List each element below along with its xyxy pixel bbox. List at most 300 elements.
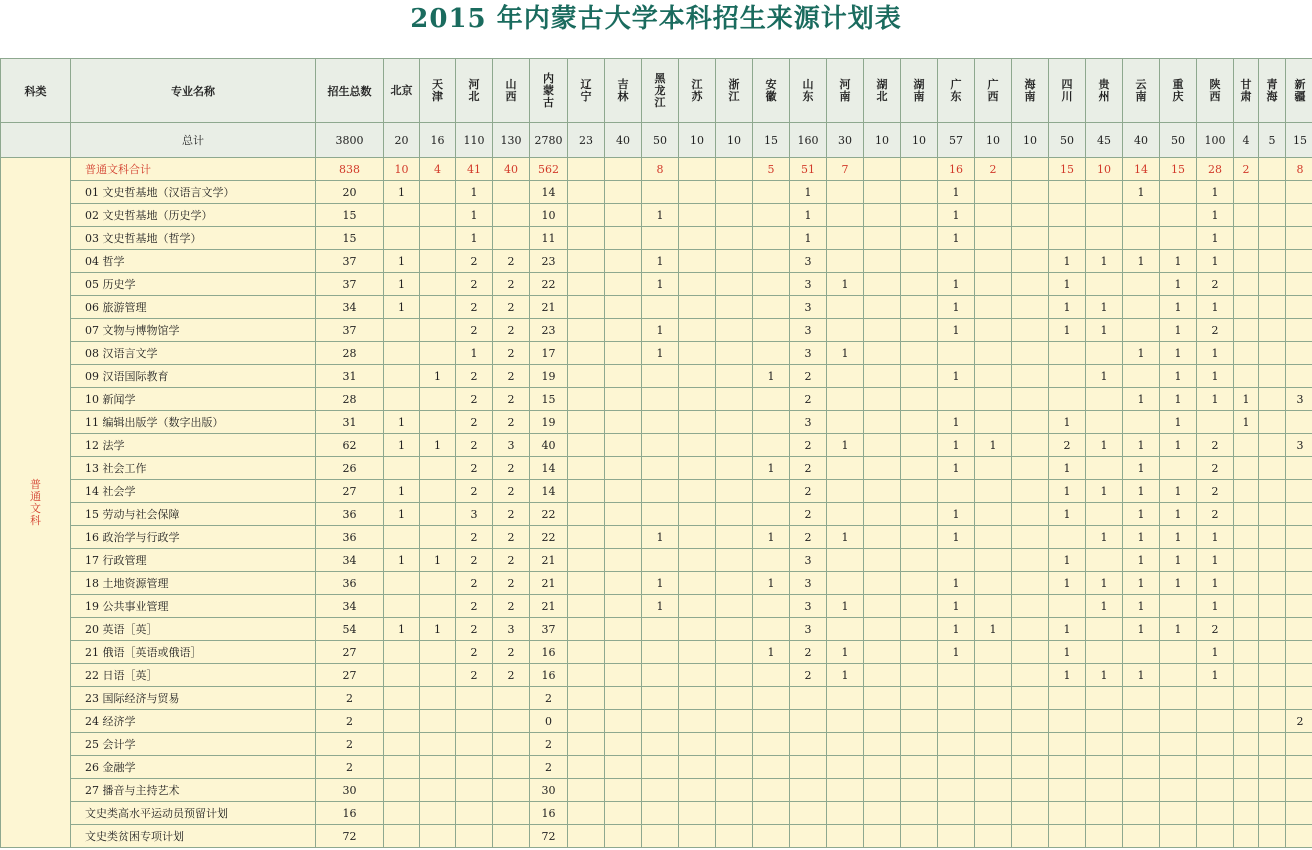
province-quota-cell: 1 bbox=[1123, 503, 1160, 526]
province-quota-cell bbox=[1160, 802, 1197, 825]
province-quota-cell: 1 bbox=[1123, 595, 1160, 618]
province-quota-cell: 2 bbox=[456, 641, 493, 664]
province-quota-cell bbox=[1259, 756, 1286, 779]
header-province: 青海 bbox=[1259, 59, 1286, 123]
major-row bbox=[1, 664, 1312, 687]
province-quota-cell: 1 bbox=[1234, 411, 1259, 434]
major-row bbox=[1, 618, 1312, 641]
province-quota-cell: 21 bbox=[530, 549, 568, 572]
province-quota-cell bbox=[1160, 181, 1197, 204]
province-quota-cell bbox=[605, 388, 642, 411]
province-quota-cell bbox=[568, 204, 605, 227]
province-quota-cell bbox=[493, 756, 530, 779]
province-quota-cell: 2 bbox=[456, 273, 493, 296]
province-quota-cell bbox=[568, 250, 605, 273]
province-quota-cell bbox=[605, 756, 642, 779]
province-quota-cell bbox=[901, 618, 938, 641]
province-quota-cell bbox=[1086, 825, 1123, 848]
province-quota-cell bbox=[568, 802, 605, 825]
province-quota-cell bbox=[679, 388, 716, 411]
province-quota-cell bbox=[1286, 411, 1312, 434]
grand-total-province-cell: 4 bbox=[1234, 123, 1259, 158]
province-quota-cell bbox=[1234, 480, 1259, 503]
province-quota-cell bbox=[1234, 733, 1259, 756]
province-quota-cell: 1 bbox=[1160, 250, 1197, 273]
province-quota-cell: 1 bbox=[1123, 618, 1160, 641]
province-quota-cell bbox=[1086, 342, 1123, 365]
province-quota-cell bbox=[901, 641, 938, 664]
province-quota-cell bbox=[1259, 411, 1286, 434]
province-quota-cell bbox=[901, 687, 938, 710]
province-quota-cell bbox=[642, 710, 679, 733]
province-quota-cell: 1 bbox=[1086, 319, 1123, 342]
province-quota-cell: 1 bbox=[938, 572, 975, 595]
province-quota-cell: 1 bbox=[1049, 457, 1086, 480]
province-quota-cell bbox=[864, 296, 901, 319]
province-quota-cell bbox=[901, 779, 938, 802]
province-quota-cell: 2 bbox=[530, 687, 568, 710]
province-quota-cell bbox=[1049, 733, 1086, 756]
province-quota-cell bbox=[1123, 411, 1160, 434]
province-quota-cell bbox=[901, 526, 938, 549]
header-province: 内蒙古 bbox=[530, 59, 568, 123]
province-quota-cell bbox=[1086, 687, 1123, 710]
grand-total-province-cell: 2780 bbox=[530, 123, 568, 158]
grand-total-province-cell: 110 bbox=[456, 123, 493, 158]
province-quota-cell: 1 bbox=[1086, 595, 1123, 618]
province-quota-cell: 2 bbox=[456, 388, 493, 411]
major-total-cell: 62 bbox=[316, 434, 384, 457]
province-quota-cell bbox=[420, 181, 456, 204]
province-quota-cell bbox=[827, 480, 864, 503]
province-quota-cell: 1 bbox=[384, 411, 420, 434]
province-quota-cell bbox=[975, 388, 1012, 411]
header-province: 浙江 bbox=[716, 59, 753, 123]
province-quota-cell bbox=[1259, 480, 1286, 503]
province-quota-cell bbox=[420, 687, 456, 710]
province-quota-cell bbox=[420, 825, 456, 848]
province-quota-cell bbox=[716, 342, 753, 365]
province-quota-cell bbox=[568, 388, 605, 411]
province-quota-cell: 1 bbox=[642, 572, 679, 595]
province-quota-cell: 1 bbox=[753, 641, 790, 664]
province-quota-cell bbox=[975, 250, 1012, 273]
major-total-cell: 31 bbox=[316, 365, 384, 388]
header-province: 贵州 bbox=[1086, 59, 1123, 123]
province-quota-cell bbox=[1123, 641, 1160, 664]
province-quota-cell bbox=[493, 204, 530, 227]
province-quota-cell: 2 bbox=[790, 434, 827, 457]
province-quota-cell bbox=[679, 664, 716, 687]
province-quota-cell: 1 bbox=[1160, 503, 1197, 526]
province-quota-cell bbox=[679, 342, 716, 365]
province-quota-cell bbox=[642, 618, 679, 641]
province-quota-cell: 2 bbox=[493, 273, 530, 296]
major-name-cell: 16 政治学与行政学 bbox=[71, 526, 316, 549]
province-quota-cell bbox=[716, 618, 753, 641]
province-quota-cell bbox=[790, 825, 827, 848]
province-quota-cell bbox=[938, 756, 975, 779]
province-quota-cell: 1 bbox=[1197, 595, 1234, 618]
province-quota-cell bbox=[1086, 802, 1123, 825]
major-total-cell: 34 bbox=[316, 549, 384, 572]
province-quota-cell: 2 bbox=[456, 434, 493, 457]
province-quota-cell: 1 bbox=[1049, 480, 1086, 503]
province-quota-cell bbox=[1123, 779, 1160, 802]
province-quota-cell bbox=[679, 181, 716, 204]
province-quota-cell: 1 bbox=[1160, 319, 1197, 342]
province-quota-cell bbox=[568, 227, 605, 250]
province-quota-cell bbox=[716, 549, 753, 572]
province-quota-cell bbox=[493, 733, 530, 756]
province-quota-cell bbox=[938, 710, 975, 733]
province-quota-cell bbox=[1259, 549, 1286, 572]
province-quota-cell: 14 bbox=[530, 181, 568, 204]
province-quota-cell bbox=[753, 204, 790, 227]
province-quota-cell: 1 bbox=[384, 250, 420, 273]
grand-total-province-cell: 15 bbox=[1286, 123, 1312, 158]
province-quota-cell bbox=[1259, 250, 1286, 273]
province-quota-cell: 1 bbox=[1123, 457, 1160, 480]
major-row bbox=[1, 411, 1312, 434]
province-quota-cell bbox=[679, 710, 716, 733]
province-quota-cell: 1 bbox=[1123, 250, 1160, 273]
province-quota-cell: 3 bbox=[790, 595, 827, 618]
province-quota-cell bbox=[1123, 825, 1160, 848]
province-quota-cell: 2 bbox=[1197, 273, 1234, 296]
province-quota-cell bbox=[716, 503, 753, 526]
province-quota-cell bbox=[679, 250, 716, 273]
province-quota-cell bbox=[384, 641, 420, 664]
province-quota-cell bbox=[679, 549, 716, 572]
province-quota-cell bbox=[642, 664, 679, 687]
province-quota-cell bbox=[1123, 227, 1160, 250]
major-total-cell: 54 bbox=[316, 618, 384, 641]
province-quota-cell bbox=[1086, 411, 1123, 434]
province-quota-cell bbox=[864, 710, 901, 733]
grand-total-province-cell: 20 bbox=[384, 123, 420, 158]
province-quota-cell: 3 bbox=[790, 250, 827, 273]
province-quota-cell: 1 bbox=[1049, 273, 1086, 296]
province-quota-cell: 1 bbox=[1086, 480, 1123, 503]
province-quota-cell bbox=[753, 756, 790, 779]
province-quota-cell bbox=[901, 388, 938, 411]
major-total-cell: 27 bbox=[316, 664, 384, 687]
province-quota-cell: 22 bbox=[530, 503, 568, 526]
major-total-cell: 2 bbox=[316, 687, 384, 710]
province-quota-cell bbox=[420, 756, 456, 779]
province-quota-cell bbox=[901, 411, 938, 434]
province-quota-cell: 1 bbox=[753, 526, 790, 549]
province-quota-cell bbox=[642, 756, 679, 779]
province-quota-cell bbox=[1197, 802, 1234, 825]
province-quota-cell: 2 bbox=[493, 296, 530, 319]
province-quota-cell bbox=[1234, 227, 1259, 250]
province-quota-cell: 2 bbox=[493, 342, 530, 365]
province-quota-cell: 1 bbox=[1160, 480, 1197, 503]
province-quota-cell: 1 bbox=[1160, 526, 1197, 549]
header-province: 广西 bbox=[975, 59, 1012, 123]
province-quota-cell bbox=[642, 411, 679, 434]
category-cell: 普通文科 bbox=[1, 158, 71, 848]
province-quota-cell bbox=[1286, 480, 1312, 503]
province-quota-cell bbox=[679, 641, 716, 664]
province-quota-cell bbox=[1012, 388, 1049, 411]
province-quota-cell: 10 bbox=[384, 158, 420, 181]
province-quota-cell: 1 bbox=[1197, 549, 1234, 572]
province-quota-cell bbox=[1012, 825, 1049, 848]
province-quota-cell bbox=[938, 733, 975, 756]
province-quota-cell: 2 bbox=[456, 618, 493, 641]
province-quota-cell bbox=[456, 687, 493, 710]
grand-total-province-cell: 30 bbox=[827, 123, 864, 158]
province-quota-cell: 1 bbox=[1049, 572, 1086, 595]
province-quota-cell bbox=[420, 388, 456, 411]
province-quota-cell bbox=[1259, 572, 1286, 595]
province-quota-cell bbox=[1012, 503, 1049, 526]
province-quota-cell bbox=[1234, 181, 1259, 204]
province-quota-cell: 1 bbox=[1086, 572, 1123, 595]
province-quota-cell bbox=[1259, 802, 1286, 825]
grand-total-province-cell: 130 bbox=[493, 123, 530, 158]
province-quota-cell bbox=[827, 549, 864, 572]
province-quota-cell bbox=[1286, 595, 1312, 618]
province-quota-cell: 562 bbox=[530, 158, 568, 181]
province-quota-cell: 17 bbox=[530, 342, 568, 365]
province-quota-cell bbox=[790, 779, 827, 802]
province-quota-cell bbox=[1234, 273, 1259, 296]
province-quota-cell bbox=[605, 710, 642, 733]
province-quota-cell: 23 bbox=[530, 319, 568, 342]
province-quota-cell: 2 bbox=[493, 388, 530, 411]
province-quota-cell bbox=[605, 687, 642, 710]
province-quota-cell: 1 bbox=[1123, 342, 1160, 365]
province-quota-cell bbox=[568, 664, 605, 687]
province-quota-cell bbox=[384, 526, 420, 549]
province-quota-cell: 15 bbox=[530, 388, 568, 411]
province-quota-cell: 1 bbox=[827, 641, 864, 664]
province-quota-cell bbox=[1049, 779, 1086, 802]
province-quota-cell bbox=[827, 618, 864, 641]
major-row bbox=[1, 365, 1312, 388]
province-quota-cell bbox=[1286, 549, 1312, 572]
major-row bbox=[1, 319, 1312, 342]
major-total-cell: 36 bbox=[316, 572, 384, 595]
header-major: 专业名称 bbox=[71, 59, 316, 123]
province-quota-cell bbox=[420, 733, 456, 756]
province-quota-cell: 2 bbox=[456, 664, 493, 687]
province-quota-cell bbox=[827, 457, 864, 480]
province-quota-cell bbox=[420, 457, 456, 480]
province-quota-cell: 3 bbox=[790, 411, 827, 434]
header-row bbox=[1, 59, 1312, 123]
province-quota-cell bbox=[420, 204, 456, 227]
province-quota-cell bbox=[568, 457, 605, 480]
province-quota-cell bbox=[753, 710, 790, 733]
province-quota-cell bbox=[1234, 365, 1259, 388]
province-quota-cell: 2 bbox=[456, 296, 493, 319]
province-quota-cell: 1 bbox=[1049, 250, 1086, 273]
province-quota-cell bbox=[1259, 296, 1286, 319]
province-quota-cell bbox=[1086, 227, 1123, 250]
province-quota-cell bbox=[827, 204, 864, 227]
subtotal-row bbox=[1, 158, 1312, 181]
province-quota-cell bbox=[1259, 687, 1286, 710]
province-quota-cell bbox=[901, 733, 938, 756]
province-quota-cell bbox=[1286, 802, 1312, 825]
province-quota-cell bbox=[1286, 365, 1312, 388]
province-quota-cell bbox=[975, 503, 1012, 526]
province-quota-cell bbox=[827, 756, 864, 779]
province-quota-cell: 1 bbox=[384, 273, 420, 296]
major-name-cell: 普通文科合计 bbox=[71, 158, 316, 181]
province-quota-cell: 2 bbox=[493, 549, 530, 572]
province-quota-cell bbox=[605, 319, 642, 342]
province-quota-cell: 1 bbox=[420, 549, 456, 572]
province-quota-cell: 2 bbox=[493, 250, 530, 273]
province-quota-cell bbox=[1234, 664, 1259, 687]
province-quota-cell bbox=[642, 802, 679, 825]
major-total-cell: 838 bbox=[316, 158, 384, 181]
major-name-cell: 25 会计学 bbox=[71, 733, 316, 756]
province-quota-cell bbox=[864, 204, 901, 227]
province-quota-cell bbox=[864, 388, 901, 411]
major-total-cell: 34 bbox=[316, 595, 384, 618]
major-row bbox=[1, 250, 1312, 273]
province-quota-cell: 2 bbox=[493, 503, 530, 526]
province-quota-cell bbox=[384, 664, 420, 687]
province-quota-cell bbox=[456, 825, 493, 848]
province-quota-cell bbox=[384, 802, 420, 825]
major-total-cell: 2 bbox=[316, 756, 384, 779]
grand-total-province-cell: 10 bbox=[679, 123, 716, 158]
province-quota-cell bbox=[975, 779, 1012, 802]
province-quota-cell bbox=[753, 549, 790, 572]
province-quota-cell bbox=[605, 250, 642, 273]
province-quota-cell bbox=[605, 503, 642, 526]
province-quota-cell: 21 bbox=[530, 595, 568, 618]
province-quota-cell bbox=[679, 825, 716, 848]
province-quota-cell bbox=[753, 388, 790, 411]
province-quota-cell bbox=[1234, 710, 1259, 733]
province-quota-cell bbox=[901, 664, 938, 687]
province-quota-cell bbox=[864, 227, 901, 250]
grand-total-province-cell: 10 bbox=[716, 123, 753, 158]
province-quota-cell bbox=[605, 549, 642, 572]
province-quota-cell: 1 bbox=[1197, 641, 1234, 664]
province-quota-cell: 1 bbox=[827, 342, 864, 365]
major-total-cell: 2 bbox=[316, 733, 384, 756]
province-quota-cell: 21 bbox=[530, 296, 568, 319]
province-quota-cell bbox=[1049, 365, 1086, 388]
province-quota-cell bbox=[679, 227, 716, 250]
province-quota-cell bbox=[568, 572, 605, 595]
header-province: 四川 bbox=[1049, 59, 1086, 123]
province-quota-cell bbox=[901, 549, 938, 572]
province-quota-cell: 23 bbox=[530, 250, 568, 273]
province-quota-cell bbox=[456, 802, 493, 825]
grand-total-province-cell: 10 bbox=[901, 123, 938, 158]
header-province: 甘肃 bbox=[1234, 59, 1259, 123]
header-province: 河北 bbox=[456, 59, 493, 123]
province-quota-cell bbox=[716, 250, 753, 273]
province-quota-cell: 1 bbox=[938, 411, 975, 434]
header-province: 湖北 bbox=[864, 59, 901, 123]
province-quota-cell bbox=[975, 273, 1012, 296]
province-quota-cell bbox=[901, 802, 938, 825]
province-quota-cell: 1 bbox=[1197, 572, 1234, 595]
province-quota-cell bbox=[679, 687, 716, 710]
province-quota-cell: 2 bbox=[1286, 710, 1312, 733]
major-row bbox=[1, 457, 1312, 480]
major-total-cell: 34 bbox=[316, 296, 384, 319]
major-name-cell: 14 社会学 bbox=[71, 480, 316, 503]
province-quota-cell bbox=[1259, 342, 1286, 365]
grand-total-province-cell: 10 bbox=[864, 123, 901, 158]
province-quota-cell bbox=[901, 227, 938, 250]
province-quota-cell: 1 bbox=[384, 618, 420, 641]
province-quota-cell: 28 bbox=[1197, 158, 1234, 181]
header-province: 吉林 bbox=[605, 59, 642, 123]
grand-total-empty-cell bbox=[1, 123, 71, 158]
province-quota-cell: 2 bbox=[493, 457, 530, 480]
province-quota-cell bbox=[1160, 664, 1197, 687]
province-quota-cell bbox=[716, 595, 753, 618]
province-quota-cell bbox=[975, 710, 1012, 733]
major-total-cell: 37 bbox=[316, 250, 384, 273]
province-quota-cell bbox=[975, 319, 1012, 342]
province-quota-cell bbox=[605, 825, 642, 848]
province-quota-cell bbox=[605, 365, 642, 388]
province-quota-cell: 1 bbox=[1123, 549, 1160, 572]
province-quota-cell: 8 bbox=[642, 158, 679, 181]
province-quota-cell bbox=[568, 595, 605, 618]
province-quota-cell bbox=[1012, 595, 1049, 618]
grand-total-province-cell: 50 bbox=[1049, 123, 1086, 158]
province-quota-cell bbox=[1012, 457, 1049, 480]
province-quota-cell bbox=[716, 204, 753, 227]
province-quota-cell bbox=[642, 503, 679, 526]
grand-total-value: 3800 bbox=[316, 123, 384, 158]
province-quota-cell: 2 bbox=[790, 503, 827, 526]
province-quota-cell: 1 bbox=[938, 457, 975, 480]
province-quota-cell bbox=[1086, 779, 1123, 802]
province-quota-cell bbox=[864, 158, 901, 181]
province-quota-cell: 2 bbox=[493, 526, 530, 549]
province-quota-cell: 2 bbox=[790, 480, 827, 503]
province-quota-cell bbox=[975, 802, 1012, 825]
province-quota-cell bbox=[901, 365, 938, 388]
province-quota-cell: 7 bbox=[827, 158, 864, 181]
province-quota-cell bbox=[1234, 434, 1259, 457]
province-quota-cell bbox=[753, 618, 790, 641]
province-quota-cell bbox=[679, 457, 716, 480]
province-quota-cell bbox=[568, 825, 605, 848]
province-quota-cell bbox=[1123, 365, 1160, 388]
province-quota-cell bbox=[384, 572, 420, 595]
province-quota-cell bbox=[1197, 687, 1234, 710]
province-quota-cell bbox=[1123, 204, 1160, 227]
province-quota-cell bbox=[1123, 802, 1160, 825]
province-quota-cell: 1 bbox=[938, 227, 975, 250]
province-quota-cell bbox=[679, 503, 716, 526]
province-quota-cell bbox=[1234, 457, 1259, 480]
province-quota-cell: 1 bbox=[1197, 227, 1234, 250]
province-quota-cell bbox=[790, 710, 827, 733]
province-quota-cell bbox=[975, 526, 1012, 549]
province-quota-cell bbox=[938, 549, 975, 572]
province-quota-cell bbox=[1286, 572, 1312, 595]
